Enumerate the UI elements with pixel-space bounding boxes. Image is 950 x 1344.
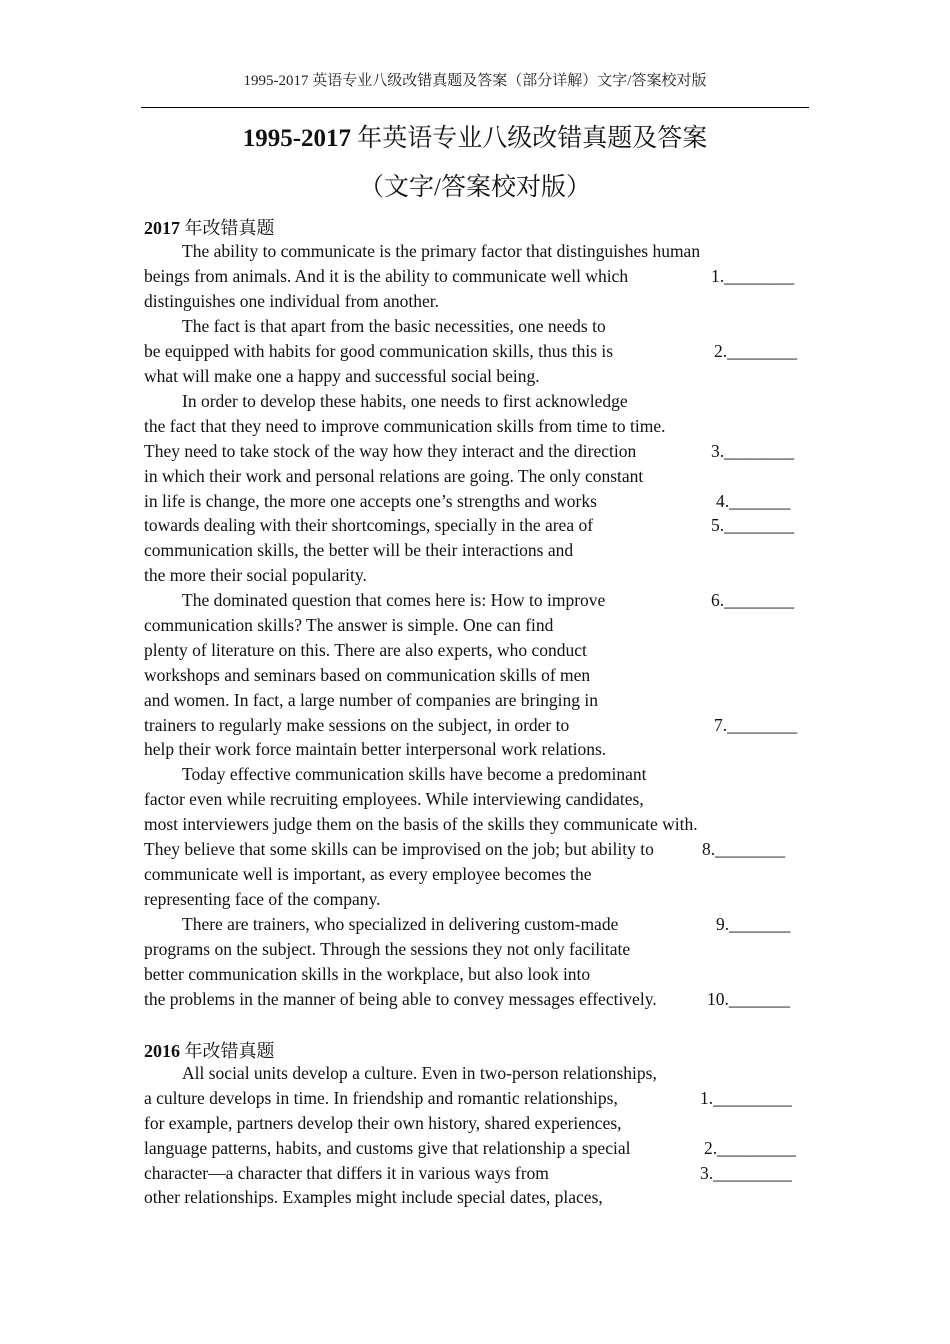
text-line: help their work force maintain better interpersonal work relations.	[144, 739, 607, 759]
text-line: and women. In fact, a large number of companies are bringing in	[144, 690, 599, 710]
text-line: what will make one a happy and successful social being.	[144, 366, 540, 386]
answer-blank[interactable]: 4._______	[716, 491, 791, 511]
section-heading-2017	[144, 214, 275, 240]
title-year: 1995-2017	[242, 125, 352, 152]
text-line: Today effective communication skills have become a predominant	[182, 764, 647, 784]
text-line: the fact that they need to improve communication skills from time to time.	[144, 416, 666, 436]
answer-blank[interactable]: 2.________	[714, 341, 798, 361]
text-line: There are trainers, who specialized in delivering custom-made	[182, 914, 619, 934]
answer-blank[interactable]: 6.________	[711, 590, 795, 610]
text-line: distinguishes one individual from another.	[144, 291, 440, 311]
text-line: communicate well is important, as every employee becomes the	[144, 864, 592, 884]
text-line: They believe that some skills can be improvised on the job; but ability to	[144, 839, 654, 859]
answer-blank[interactable]: 7.________	[714, 715, 798, 735]
text-line: in which their work and personal relations are going. The only constant	[144, 466, 644, 486]
header-divider	[141, 107, 809, 108]
text-line: other relationships. Examples might include special dates, places,	[144, 1187, 603, 1207]
text-line: be equipped with habits for good communication skills, thus this is	[144, 341, 614, 361]
text-line: most interviewers judge them on the basis of the skills they communicate with.	[144, 814, 698, 834]
text-line: The ability to communicate is the primary factor that distinguishes human	[182, 241, 701, 261]
text-line: the problems in the manner of being able to convey messages effectively.	[144, 989, 657, 1009]
text-line: beings from animals. And it is the ability to communicate well which	[144, 266, 629, 286]
text-line: programs on the subject. Through the sessions they not only facilitate	[144, 939, 631, 959]
answer-blank[interactable]: 1._________	[700, 1088, 792, 1108]
answer-blank[interactable]: 5.________	[711, 515, 795, 535]
document-subtitle: （文字/答案校对版）	[359, 174, 591, 201]
text-line: The fact is that apart from the basic necessities, one needs to	[182, 316, 606, 336]
text-line: communication skills, the better will be their interactions and	[144, 540, 574, 560]
text-line: plenty of literature on this. There are also experts, who conduct	[144, 640, 587, 660]
text-line: workshops and seminars based on communication skills of men	[144, 665, 591, 685]
text-line: representing face of the company.	[144, 889, 381, 909]
answer-blank[interactable]: 10._______	[707, 989, 791, 1009]
text-line: the more their social popularity.	[144, 565, 367, 585]
text-line: better communication skills in the workplace, but also look into	[144, 964, 591, 984]
answer-blank[interactable]: 8.________	[702, 839, 786, 859]
text-line: communication skills? The answer is simple. One can find	[144, 615, 554, 635]
text-line: In order to develop these habits, one needs to first acknowledge	[182, 391, 628, 411]
title-text: 年英语专业八级改错真题及答案	[351, 125, 708, 152]
answer-blank[interactable]: 3._________	[700, 1163, 792, 1183]
text-line: for example, partners develop their own history, shared experiences,	[144, 1113, 622, 1133]
text-line: The dominated question that comes here is: How to improve	[182, 590, 606, 610]
section-heading-2016	[144, 1037, 275, 1063]
answer-blank[interactable]: 1.________	[711, 266, 795, 286]
answer-blank[interactable]: 2._________	[704, 1138, 796, 1158]
text-line: a culture develops in time. In friendship and romantic relationships,	[144, 1088, 618, 1108]
running-header: 1995-2017 英语专业八级改错真题及答案（部分详解）文字/答案校对版	[243, 73, 707, 89]
section-year: 2017	[144, 218, 180, 238]
section-year: 2016	[144, 1041, 180, 1061]
section-label: 年改错真题	[180, 1041, 275, 1061]
text-line: language patterns, habits, and customs give that relationship a special	[144, 1138, 631, 1158]
text-line: character—a character that differs it in various ways from	[144, 1163, 549, 1183]
answer-blank[interactable]: 9._______	[716, 914, 791, 934]
text-line: All social units develop a culture. Even in two-person relationships,	[182, 1063, 657, 1083]
answer-blank[interactable]: 3.________	[711, 441, 795, 461]
text-line: in life is change, the more one accepts one’s strengths and works	[144, 491, 597, 511]
section-label: 年改错真题	[180, 218, 275, 238]
text-line: towards dealing with their shortcomings, specially in the area of	[144, 515, 594, 535]
text-line: trainers to regularly make sessions on the subject, in order to	[144, 715, 570, 735]
document-title	[0, 118, 950, 154]
text-line: They need to take stock of the way how they interact and the direction	[144, 441, 637, 461]
text-line: factor even while recruiting employees. While interviewing candidates,	[144, 789, 644, 809]
